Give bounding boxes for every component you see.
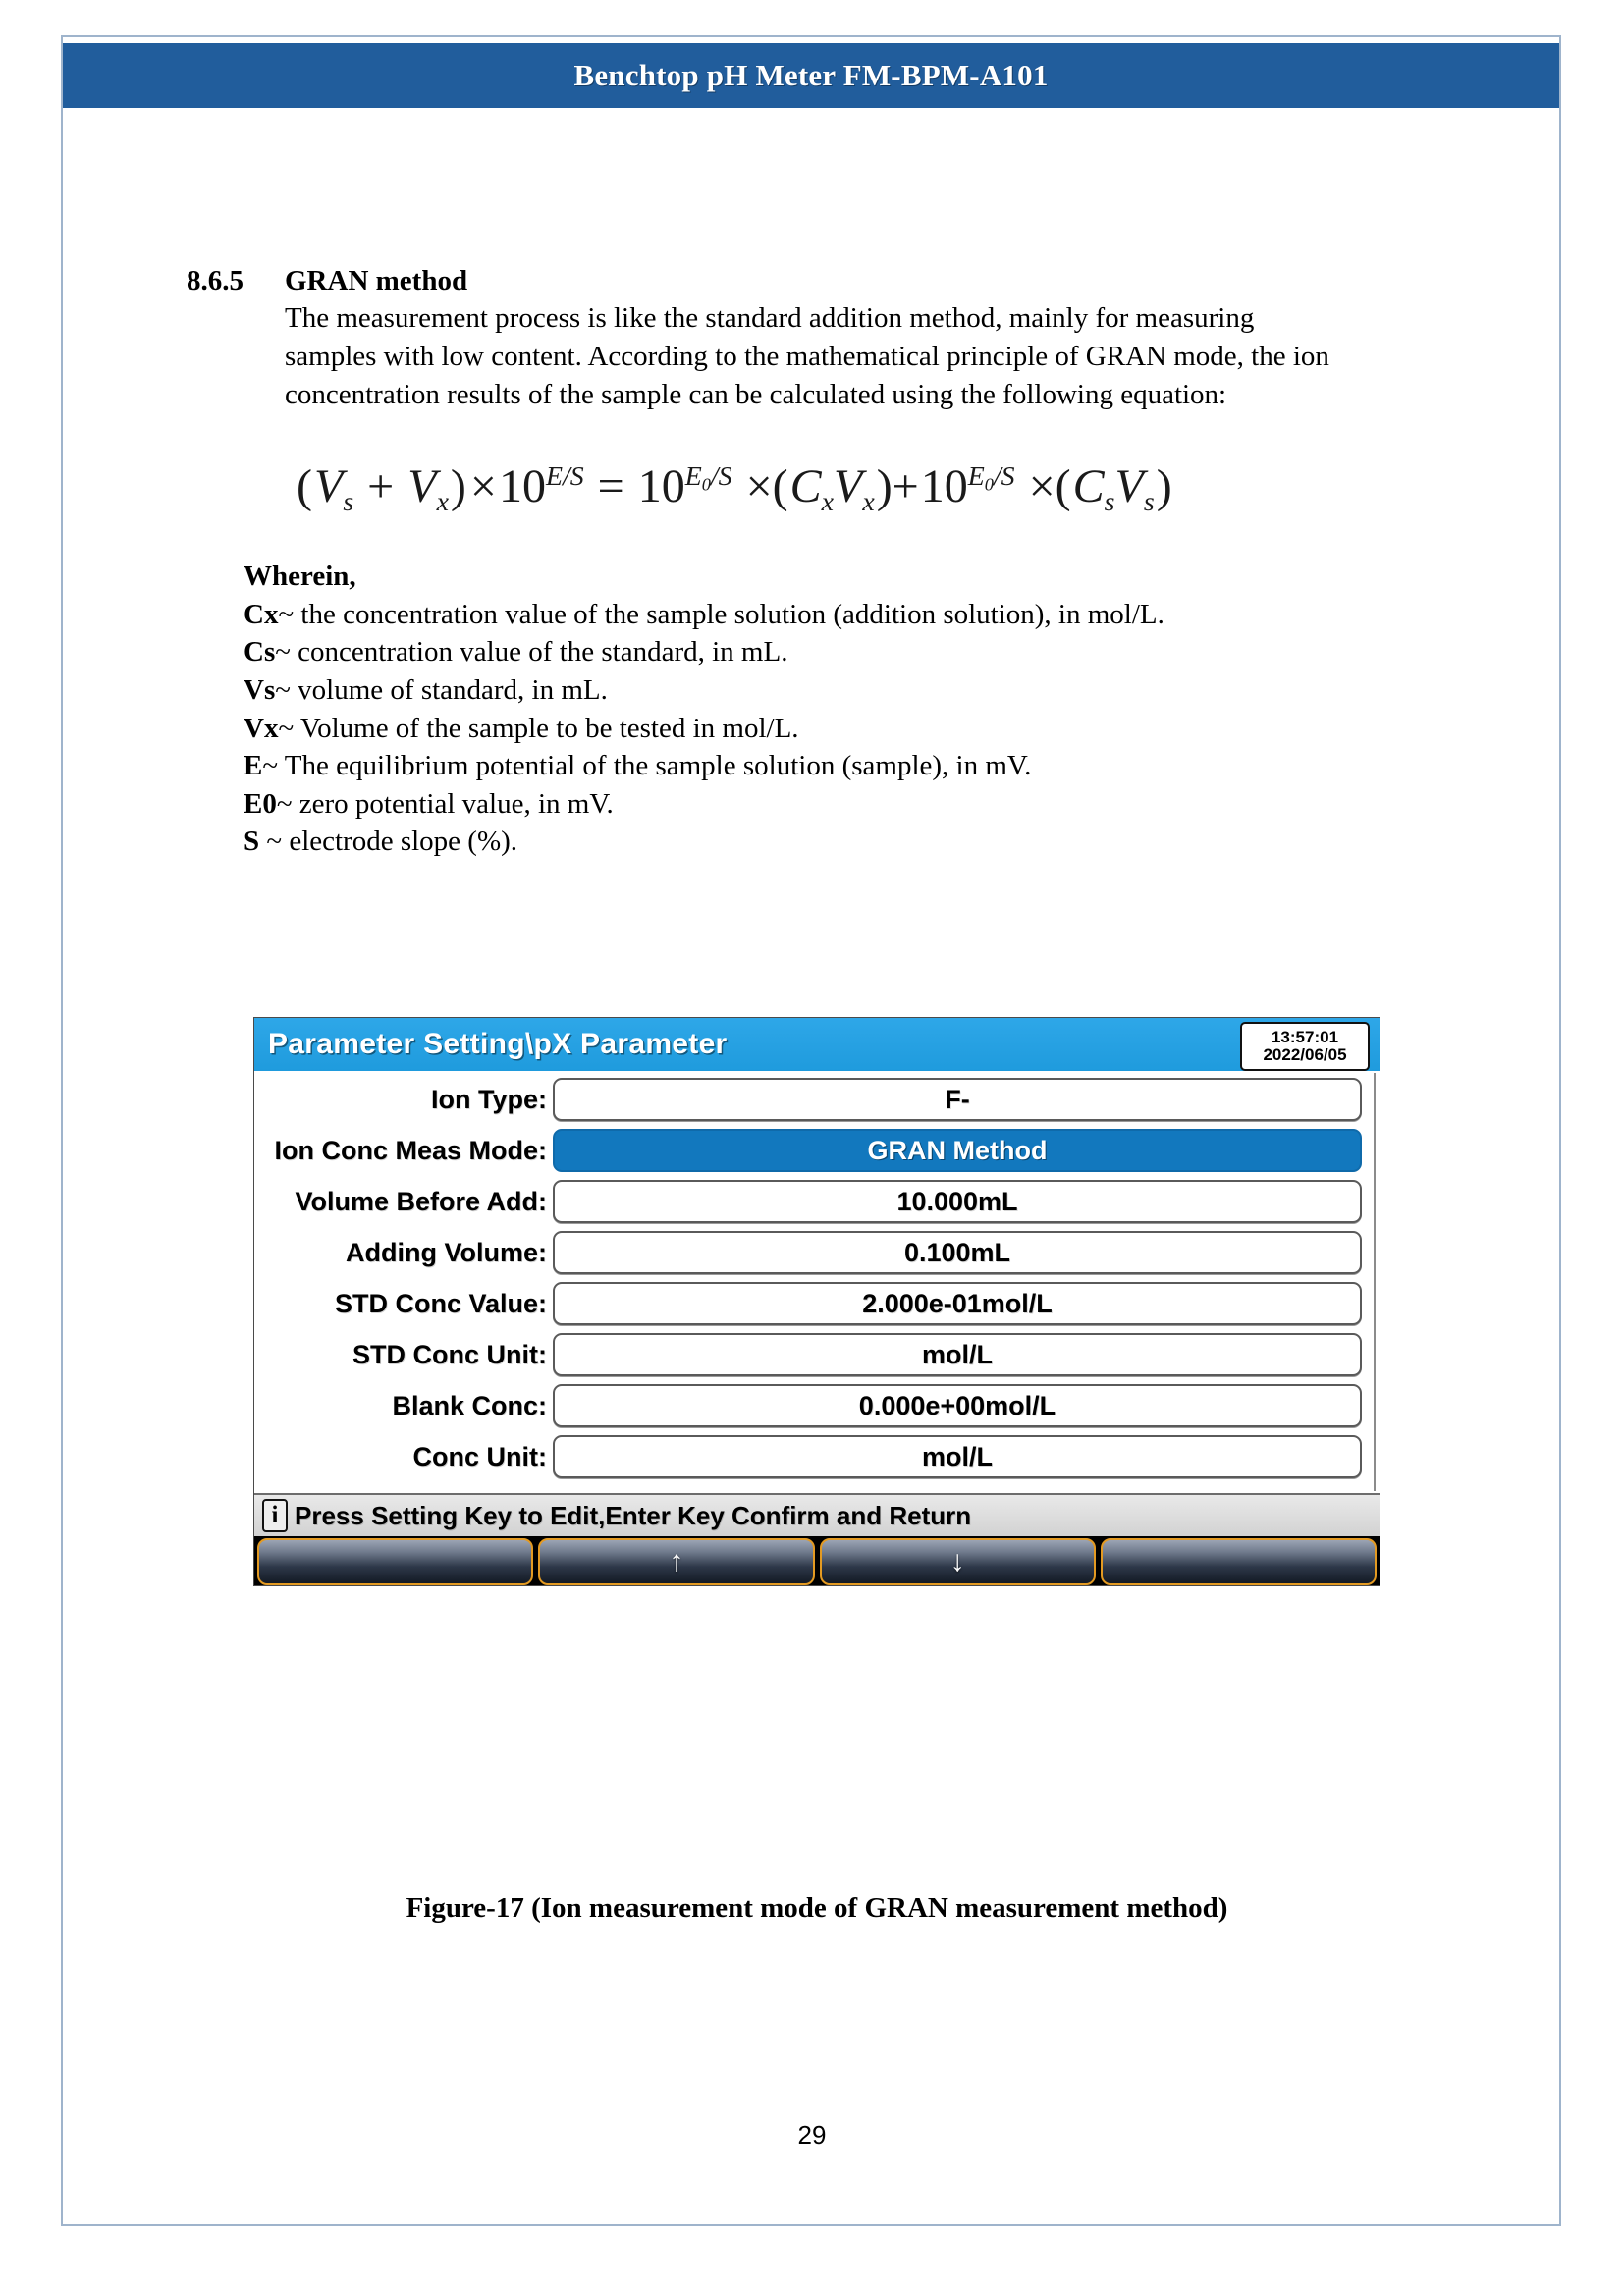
- parameter-value: 0.100mL: [903, 1237, 1011, 1267]
- document-header: [63, 43, 1559, 108]
- parameter-value: F-: [945, 1084, 970, 1114]
- parameter-label: Ion Type:: [431, 1084, 547, 1114]
- parameter-row-ion-conc-meas-mode[interactable]: [254, 1125, 1380, 1176]
- definition-item: [244, 710, 1343, 748]
- section-heading: [187, 265, 1384, 297]
- parameter-value-field[interactable]: [553, 1078, 1362, 1121]
- document-title: Benchtop pH Meter FM-BPM-A101: [573, 58, 1049, 92]
- definition-item: [244, 747, 1343, 785]
- softkey-3-down[interactable]: [820, 1538, 1096, 1585]
- gran-equation: $(Vs + Vx)\times 10^{E/S} = 10^{E0/S}$ $\times(CxVx)+10^{E0/S}$ ×(CsVs): [297, 460, 1172, 518]
- definition-text: ~ volume of standard, in mL.: [275, 674, 608, 707]
- device-titlebar: [254, 1018, 1380, 1071]
- definition-item: [244, 633, 1343, 671]
- clock-widget: [1240, 1022, 1370, 1071]
- vertical-scrollbar[interactable]: [1374, 1073, 1376, 1491]
- parameter-value-field-selected[interactable]: [553, 1129, 1362, 1172]
- parameter-label: STD Conc Unit:: [352, 1339, 547, 1369]
- parameter-row-volume-before-add[interactable]: [254, 1176, 1380, 1227]
- parameter-value-field[interactable]: [553, 1333, 1362, 1376]
- parameter-value-field[interactable]: [553, 1180, 1362, 1223]
- definition-symbol: E: [244, 750, 263, 782]
- figure-caption: Figure-17 (Ion measurement mode of GRAN measurement method): [406, 1893, 1228, 1924]
- parameter-value: mol/L: [922, 1441, 993, 1471]
- parameter-label: Conc Unit:: [412, 1441, 547, 1471]
- section-paragraph: The measurement process is like the standard addition method, mainly for measuring samples with low content. According to the mathematical principle of GRAN mode, the ion concentration results of the sample can be calculated using the following equation:: [285, 302, 1329, 411]
- parameter-value-field[interactable]: [553, 1282, 1362, 1325]
- definition-symbol: S: [244, 826, 260, 858]
- parameter-value-field[interactable]: [553, 1435, 1362, 1478]
- clock-time: 13:57:01: [1271, 1028, 1339, 1047]
- parameter-row-adding-volume[interactable]: [254, 1227, 1380, 1278]
- definition-symbol: Cs: [244, 636, 276, 668]
- document-content: [187, 265, 1384, 861]
- definition-text: ~ electrode slope (%).: [259, 826, 518, 858]
- definition-text: ~ Volume of the sample to be tested in mol/L.: [278, 712, 799, 744]
- softkey-2-up[interactable]: [538, 1538, 814, 1585]
- symbol-definitions: [244, 558, 1343, 861]
- parameter-row-std-conc-value[interactable]: [254, 1278, 1380, 1329]
- definition-text: ~ The equilibrium potential of the sample solution (sample), in mV.: [262, 750, 1032, 782]
- parameter-value: 2.000e-01mol/L: [862, 1288, 1053, 1318]
- parameter-row-blank-conc[interactable]: [254, 1380, 1380, 1431]
- section-number: 8.6.5: [187, 265, 244, 296]
- arrow-down-icon: ↓: [949, 1545, 965, 1577]
- softkey-bar: [254, 1536, 1380, 1586]
- arrow-up-icon: ↑: [669, 1545, 684, 1577]
- definition-text: ~ zero potential value, in mV.: [276, 787, 614, 820]
- parameter-value: mol/L: [922, 1339, 993, 1369]
- parameter-row-std-conc-unit[interactable]: [254, 1329, 1380, 1380]
- clock-date: 2022/06/05: [1263, 1045, 1347, 1064]
- parameter-row-conc-unit[interactable]: [254, 1431, 1380, 1482]
- definition-symbol: Vs: [244, 674, 276, 707]
- device-screen-title: Parameter Setting\pX Parameter: [268, 1028, 728, 1060]
- definition-symbol: Cx: [244, 598, 279, 630]
- parameter-label: Blank Conc:: [392, 1390, 547, 1420]
- parameter-list: [254, 1071, 1380, 1493]
- parameter-label: Ion Conc Meas Mode:: [274, 1135, 547, 1165]
- parameter-value: 10.000mL: [896, 1186, 1018, 1216]
- definition-symbol: Vx: [244, 712, 279, 744]
- softkey-1-blank[interactable]: [257, 1538, 533, 1585]
- definition-text: ~ the concentration value of the sample solution (addition solution), in mol/L.: [278, 598, 1164, 630]
- definition-symbol: E0: [244, 787, 277, 820]
- definitions-heading: Wherein,: [244, 561, 356, 593]
- section-title: GRAN method: [285, 265, 468, 296]
- definition-text: ~ concentration value of the standard, in mL.: [275, 636, 788, 668]
- softkey-4-blank[interactable]: [1101, 1538, 1377, 1585]
- parameter-label: Volume Before Add:: [295, 1186, 547, 1216]
- parameter-value-field[interactable]: [553, 1384, 1362, 1427]
- status-hint-bar: [254, 1493, 1380, 1536]
- parameter-label: Adding Volume:: [346, 1237, 547, 1267]
- parameter-value: GRAN Method: [867, 1135, 1048, 1165]
- definition-item: [244, 671, 1343, 710]
- parameter-row-ion-type[interactable]: [254, 1074, 1380, 1125]
- status-hint-text: Press Setting Key to Edit,Enter Key Confirm and Return: [295, 1500, 972, 1530]
- info-icon: i: [262, 1499, 288, 1532]
- parameter-value: 0.000e+00mol/L: [858, 1390, 1056, 1420]
- parameter-label: STD Conc Value:: [334, 1288, 547, 1318]
- definition-item: [244, 785, 1343, 824]
- definition-item: [244, 596, 1343, 634]
- page-number: 29: [797, 2120, 827, 2150]
- definition-item: [244, 823, 1343, 861]
- device-screen: [253, 1017, 1380, 1586]
- parameter-value-field[interactable]: [553, 1231, 1362, 1274]
